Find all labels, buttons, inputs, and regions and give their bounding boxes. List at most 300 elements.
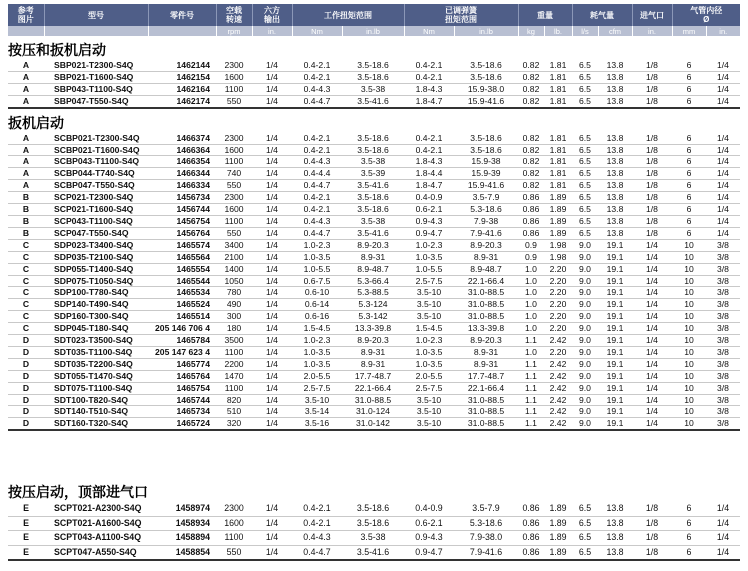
table-cell: SDP100-T780-S4Q (44, 287, 148, 299)
table-cell: 3.5-10 (292, 394, 342, 406)
table-row (8, 251, 740, 263)
table-cell: 1/4 (252, 83, 292, 95)
table-cell: 17.7-48.7 (342, 370, 404, 382)
table-cell: SCPT043-A1100-S4Q (44, 531, 148, 546)
table-cell: 9.0 (572, 311, 598, 323)
table-cell: 19.1 (598, 358, 632, 370)
table-cell: 1/4 (252, 95, 292, 107)
table-row (8, 156, 740, 168)
spacer-cell (8, 430, 740, 478)
table-cell: 1462144 (148, 60, 216, 71)
table-cell: 19.1 (598, 299, 632, 311)
table-cell: SDP160-T300-S4Q (44, 311, 148, 323)
spec-table (8, 4, 740, 561)
table-cell: 1/4 (252, 71, 292, 83)
table-cell: 1/4 (252, 335, 292, 347)
table-cell: 6.5 (572, 192, 598, 204)
table-cell: 9.0 (572, 382, 598, 394)
header-part-number: 零件号 (148, 4, 216, 26)
table-cell: 6 (672, 192, 706, 204)
table-cell: 1/4 (252, 168, 292, 180)
table-cell: 1.0 (518, 323, 544, 335)
section-title: 按压启动，顶部进气口 (8, 484, 148, 501)
table-cell: 19.1 (598, 406, 632, 418)
table-cell: A (8, 156, 44, 168)
table-cell: 0.86 (518, 227, 544, 239)
table-cell: 1465544 (148, 275, 216, 287)
table-cell: 300 (216, 311, 252, 323)
table-cell: 1458934 (148, 516, 216, 531)
table-cell: 9.0 (572, 346, 598, 358)
table-cell: 13.8 (598, 144, 632, 156)
table-cell: 3.5-18.6 (454, 133, 518, 144)
table-cell: SDP045-T180-S4Q (44, 323, 148, 335)
table-cell: 1/4 (252, 323, 292, 335)
table-cell: D (8, 370, 44, 382)
table-cell: 0.4-2.1 (292, 71, 342, 83)
table-cell: E (8, 516, 44, 531)
table-cell: 9.0 (572, 323, 598, 335)
table-cell: 1/4 (632, 263, 672, 275)
table-cell: 9.0 (572, 418, 598, 430)
table-cell: 1/4 (632, 346, 672, 358)
table-cell: 1.81 (544, 133, 572, 144)
table-cell: 6 (672, 95, 706, 107)
table-cell: 1/4 (632, 323, 672, 335)
table-cell: 0.4-4.3 (292, 83, 342, 95)
table-cell: 22.1-66.4 (454, 275, 518, 287)
table-cell: 2100 (216, 251, 252, 263)
table-cell: A (8, 60, 44, 71)
table-cell: 1458854 (148, 545, 216, 560)
table-cell: 780 (216, 287, 252, 299)
table-cell: 205 147 623 4 (148, 346, 216, 358)
header-model: 型号 (44, 4, 148, 26)
table-cell: C (8, 311, 44, 323)
table-row (8, 406, 740, 418)
table-cell: C (8, 323, 44, 335)
table-cell: 0.4-2.1 (292, 204, 342, 216)
table-cell: 3.5-18.6 (342, 133, 404, 144)
table-cell: 2300 (216, 192, 252, 204)
table-cell: 1.0-3.5 (404, 358, 454, 370)
table-cell: 2300 (216, 60, 252, 71)
table-cell: 1/4 (706, 60, 740, 71)
units-row (8, 26, 740, 36)
table-cell: 3.5-39 (342, 168, 404, 180)
table-cell: SDP035-T2100-S4Q (44, 251, 148, 263)
table-cell: 10 (672, 287, 706, 299)
table-cell: 31.0-88.5 (454, 299, 518, 311)
table-cell: 1/8 (632, 83, 672, 95)
table-cell: 1.0-3.5 (292, 358, 342, 370)
table-cell: 1050 (216, 275, 252, 287)
table-cell: SCBP021-T2300-S4Q (44, 133, 148, 144)
table-cell: SDT140-T510-S4Q (44, 406, 148, 418)
table-cell: 1/4 (252, 545, 292, 560)
table-cell: 1/8 (632, 215, 672, 227)
unit-cell (8, 26, 44, 36)
table-cell: 2.5-7.5 (404, 382, 454, 394)
header-air-inlet: 进气口 (632, 4, 672, 26)
table-cell: 8.9-20.3 (454, 335, 518, 347)
table-cell: 1/4 (252, 227, 292, 239)
header-spring-torque: 已调弹簧 扭矩范围 (404, 4, 518, 26)
table-cell: 1.0-3.5 (292, 346, 342, 358)
table-cell: 2.42 (544, 406, 572, 418)
table-cell: 5.3-124 (342, 299, 404, 311)
table-cell: 6 (672, 545, 706, 560)
table-cell: 1465774 (148, 358, 216, 370)
table-cell: 2.20 (544, 287, 572, 299)
table-cell: 6 (672, 156, 706, 168)
table-cell: 13.8 (598, 133, 632, 144)
header-free-speed: 空载 转速 (216, 4, 252, 26)
table-cell: 1.89 (544, 531, 572, 546)
table-row (8, 323, 740, 335)
table-cell: 3/8 (706, 263, 740, 275)
table-cell: 3.5-18.6 (342, 144, 404, 156)
table-cell: 0.6-2.1 (404, 516, 454, 531)
header-air-consumption: 耗气量 (572, 4, 632, 26)
table-cell: 19.1 (598, 311, 632, 323)
table-row (8, 418, 740, 430)
table-cell: E (8, 545, 44, 560)
table-cell: 13.8 (598, 60, 632, 71)
table-cell: 1.81 (544, 180, 572, 192)
table-cell: 1100 (216, 382, 252, 394)
table-cell: 1/4 (252, 299, 292, 311)
unit-cell: in. (632, 26, 672, 36)
table-cell: 19.1 (598, 263, 632, 275)
table-row (8, 263, 740, 275)
table-cell: E (8, 531, 44, 546)
table-cell: C (8, 275, 44, 287)
table-cell: A (8, 180, 44, 192)
table-cell: 13.8 (598, 516, 632, 531)
table-cell: 0.9-4.7 (404, 227, 454, 239)
table-row (8, 394, 740, 406)
table-cell: 31.0-142 (342, 418, 404, 430)
table-cell: 1/4 (706, 180, 740, 192)
table-cell: 1.0-2.3 (292, 239, 342, 251)
table-cell: SDP140-T490-S4Q (44, 299, 148, 311)
table-cell: B (8, 204, 44, 216)
table-cell: 13.8 (598, 83, 632, 95)
table-cell: 1458974 (148, 502, 216, 516)
table-row (8, 287, 740, 299)
table-cell: 13.8 (598, 227, 632, 239)
table-cell: 1.5-4.5 (292, 323, 342, 335)
table-cell: 3/8 (706, 239, 740, 251)
table-cell: 13.8 (598, 156, 632, 168)
table-cell: 8.9-31 (454, 251, 518, 263)
table-cell: A (8, 144, 44, 156)
section-title-row (8, 36, 740, 60)
table-cell: 19.1 (598, 418, 632, 430)
table-cell: 2300 (216, 502, 252, 516)
table-row (8, 227, 740, 239)
table-cell: SDP055-T1400-S4Q (44, 263, 148, 275)
table-cell: 6.5 (572, 156, 598, 168)
table-cell: 3.5-41.6 (342, 227, 404, 239)
table-cell: 1600 (216, 516, 252, 531)
table-cell: A (8, 133, 44, 144)
unit-cell: kg (518, 26, 544, 36)
table-cell: 1100 (216, 215, 252, 227)
table-cell: 1466344 (148, 168, 216, 180)
table-cell: 2.20 (544, 346, 572, 358)
table-cell: 1100 (216, 156, 252, 168)
table-cell: B (8, 192, 44, 204)
table-cell: 0.4-4.7 (292, 227, 342, 239)
table-cell: 9.0 (572, 287, 598, 299)
table-row (8, 215, 740, 227)
table-cell: 6 (672, 215, 706, 227)
table-cell: 1.89 (544, 204, 572, 216)
table-cell: 19.1 (598, 251, 632, 263)
table-cell: 8.9-48.7 (342, 263, 404, 275)
table-cell: 0.82 (518, 168, 544, 180)
table-cell: SDT023-T3500-S4Q (44, 335, 148, 347)
table-cell: 9.0 (572, 299, 598, 311)
table-cell: 8.9-48.7 (454, 263, 518, 275)
table-cell: 180 (216, 323, 252, 335)
table-cell: 1.1 (518, 335, 544, 347)
table-cell: 9.0 (572, 406, 598, 418)
table-cell: 2.0-5.5 (404, 370, 454, 382)
table-cell: 2.20 (544, 323, 572, 335)
table-cell: SDT035-T2200-S4Q (44, 358, 148, 370)
table-cell: 820 (216, 394, 252, 406)
table-cell: 1/4 (252, 215, 292, 227)
table-cell: 3.5-10 (404, 311, 454, 323)
table-cell: 13.8 (598, 168, 632, 180)
table-cell: 1.0-5.5 (404, 263, 454, 275)
table-cell: 1/8 (632, 516, 672, 531)
table-cell: 0.6-7.5 (292, 275, 342, 287)
table-cell: 10 (672, 370, 706, 382)
table-cell: 3.5-18.6 (342, 192, 404, 204)
table-cell: B (8, 227, 44, 239)
table-cell: 3/8 (706, 370, 740, 382)
table-cell: 17.7-48.7 (454, 370, 518, 382)
table-cell: SDT055-T1470-S4Q (44, 370, 148, 382)
table-cell: 8.9-31 (342, 358, 404, 370)
unit-cell: in.lb (342, 26, 404, 36)
header-torque-range: 工作扭矩范围 (292, 4, 404, 26)
table-cell: 19.1 (598, 275, 632, 287)
table-cell: 1/4 (706, 95, 740, 107)
table-cell: 6 (672, 168, 706, 180)
table-cell: 2.42 (544, 382, 572, 394)
table-cell: 31.0-88.5 (342, 394, 404, 406)
table-row (8, 239, 740, 251)
table-cell: 740 (216, 168, 252, 180)
table-cell: SCBP021-T1600-S4Q (44, 144, 148, 156)
table-cell: 19.1 (598, 346, 632, 358)
table-cell: 6.5 (572, 545, 598, 560)
table-cell: D (8, 358, 44, 370)
table-cell: 7.9-38.0 (454, 531, 518, 546)
table-cell: 1.8-4.7 (404, 180, 454, 192)
table-cell: 3.5-38 (342, 215, 404, 227)
table-cell: 5.3-18.6 (454, 204, 518, 216)
table-cell: 3500 (216, 335, 252, 347)
table-cell: 1/4 (252, 192, 292, 204)
table-cell: 8.9-20.3 (342, 239, 404, 251)
table-cell: SBP043-T1100-S4Q (44, 83, 148, 95)
unit-cell: Nm (404, 26, 454, 36)
table-cell: 6.5 (572, 531, 598, 546)
table-cell: 1.0-3.5 (292, 251, 342, 263)
table-cell: 6.5 (572, 83, 598, 95)
table-cell: 15.9-41.6 (454, 180, 518, 192)
table-cell: 1.1 (518, 406, 544, 418)
table-cell: 1/8 (632, 168, 672, 180)
table-cell: 1470 (216, 370, 252, 382)
table-cell: 1/4 (252, 311, 292, 323)
table-cell: 1465564 (148, 251, 216, 263)
table-cell: 31.0-124 (342, 406, 404, 418)
table-cell: 1.81 (544, 71, 572, 83)
table-cell: A (8, 71, 44, 83)
table-cell: 0.82 (518, 144, 544, 156)
table-cell: D (8, 418, 44, 430)
table-cell: SCPT047-A550-S4Q (44, 545, 148, 560)
table-cell: 10 (672, 311, 706, 323)
table-cell: 1/8 (632, 227, 672, 239)
table-cell: SCP047-T550-S4Q (44, 227, 148, 239)
table-cell: 1465554 (148, 263, 216, 275)
table-cell: 3.5-10 (404, 299, 454, 311)
table-cell: D (8, 382, 44, 394)
table-cell: 1.1 (518, 358, 544, 370)
table-cell: 6.5 (572, 133, 598, 144)
table-cell: 1.98 (544, 239, 572, 251)
table-cell: 3.5-10 (404, 406, 454, 418)
table-cell: 3.5-18.6 (454, 71, 518, 83)
table-cell: 15.9-38.0 (454, 83, 518, 95)
table-cell: 1/4 (632, 299, 672, 311)
table-cell: 0.82 (518, 156, 544, 168)
table-cell: 1.8-4.7 (404, 95, 454, 107)
table-cell: 320 (216, 418, 252, 430)
table-cell: 1462164 (148, 83, 216, 95)
table-cell: 1456744 (148, 204, 216, 216)
table-cell: 6.5 (572, 144, 598, 156)
table-cell: 0.4-2.1 (292, 502, 342, 516)
table-cell: 1.0-3.5 (404, 251, 454, 263)
table-cell: 1.81 (544, 95, 572, 107)
table-cell: 3.5-7.9 (454, 192, 518, 204)
table-header (8, 4, 740, 36)
table-cell: 1.89 (544, 215, 572, 227)
table-row (8, 346, 740, 358)
table-cell: 1.8-4.3 (404, 83, 454, 95)
table-cell: 1/4 (706, 133, 740, 144)
table-cell: 6.5 (572, 180, 598, 192)
table-cell: 9.0 (572, 275, 598, 287)
table-cell: 19.1 (598, 323, 632, 335)
table-row (8, 502, 740, 516)
table-row (8, 71, 740, 83)
table-cell: 13.8 (598, 502, 632, 516)
table-cell: 0.4-2.1 (292, 133, 342, 144)
table-cell: 6.5 (572, 215, 598, 227)
table-cell: 7.9-41.6 (454, 227, 518, 239)
table-cell: 2.5-7.5 (404, 275, 454, 287)
table-cell: 2300 (216, 133, 252, 144)
table-cell: 1/4 (632, 394, 672, 406)
table-row (8, 370, 740, 382)
table-cell: 1.89 (544, 545, 572, 560)
table-cell: SCP043-T1100-S4Q (44, 215, 148, 227)
table-cell: 1/4 (706, 71, 740, 83)
table-cell: 205 146 706 4 (148, 323, 216, 335)
table-cell: 3.5-14 (292, 406, 342, 418)
table-cell: 0.9 (518, 251, 544, 263)
table-cell: D (8, 335, 44, 347)
table-body (8, 36, 740, 560)
table-cell: 0.4-2.1 (292, 60, 342, 71)
table-cell: 0.4-2.1 (404, 60, 454, 71)
table-cell: 3.5-16 (292, 418, 342, 430)
table-cell: 3.5-10 (404, 287, 454, 299)
table-cell: 1/4 (632, 287, 672, 299)
table-cell: 1/4 (632, 311, 672, 323)
unit-cell: mm (672, 26, 706, 36)
table-cell: 1/4 (252, 346, 292, 358)
table-cell: 3.5-41.6 (342, 180, 404, 192)
table-row (8, 168, 740, 180)
table-row (8, 180, 740, 192)
table-cell: 0.4-4.4 (292, 168, 342, 180)
table-cell: 2.20 (544, 263, 572, 275)
table-cell: 2.42 (544, 370, 572, 382)
table-cell: 0.4-4.3 (292, 156, 342, 168)
table-cell: 6.5 (572, 60, 598, 71)
table-row (8, 531, 740, 546)
table-cell: 2200 (216, 358, 252, 370)
table-cell: 1/4 (632, 251, 672, 263)
table-cell: 9.0 (572, 239, 598, 251)
table-cell: 1462174 (148, 95, 216, 107)
table-cell: 1/8 (632, 502, 672, 516)
table-cell: 3/8 (706, 311, 740, 323)
table-cell: 1466364 (148, 144, 216, 156)
table-cell: SCBP043-T1100-S4Q (44, 156, 148, 168)
table-row (8, 358, 740, 370)
table-cell: 3/8 (706, 346, 740, 358)
unit-cell (148, 26, 216, 36)
table-cell: 0.4-4.3 (292, 215, 342, 227)
table-cell: 10 (672, 335, 706, 347)
table-cell: 3/8 (706, 394, 740, 406)
table-cell: 1.89 (544, 192, 572, 204)
table-cell: 8.9-20.3 (342, 335, 404, 347)
table-cell: 3/8 (706, 382, 740, 394)
table-cell: 1/4 (706, 215, 740, 227)
table-cell: 31.0-88.5 (454, 287, 518, 299)
table-cell: 0.86 (518, 215, 544, 227)
table-cell: 0.6-2.1 (404, 204, 454, 216)
table-cell: 9.0 (572, 370, 598, 382)
table-cell: 6.5 (572, 516, 598, 531)
table-cell: 9.0 (572, 335, 598, 347)
table-cell: 6.5 (572, 168, 598, 180)
table-cell: 1/4 (252, 394, 292, 406)
